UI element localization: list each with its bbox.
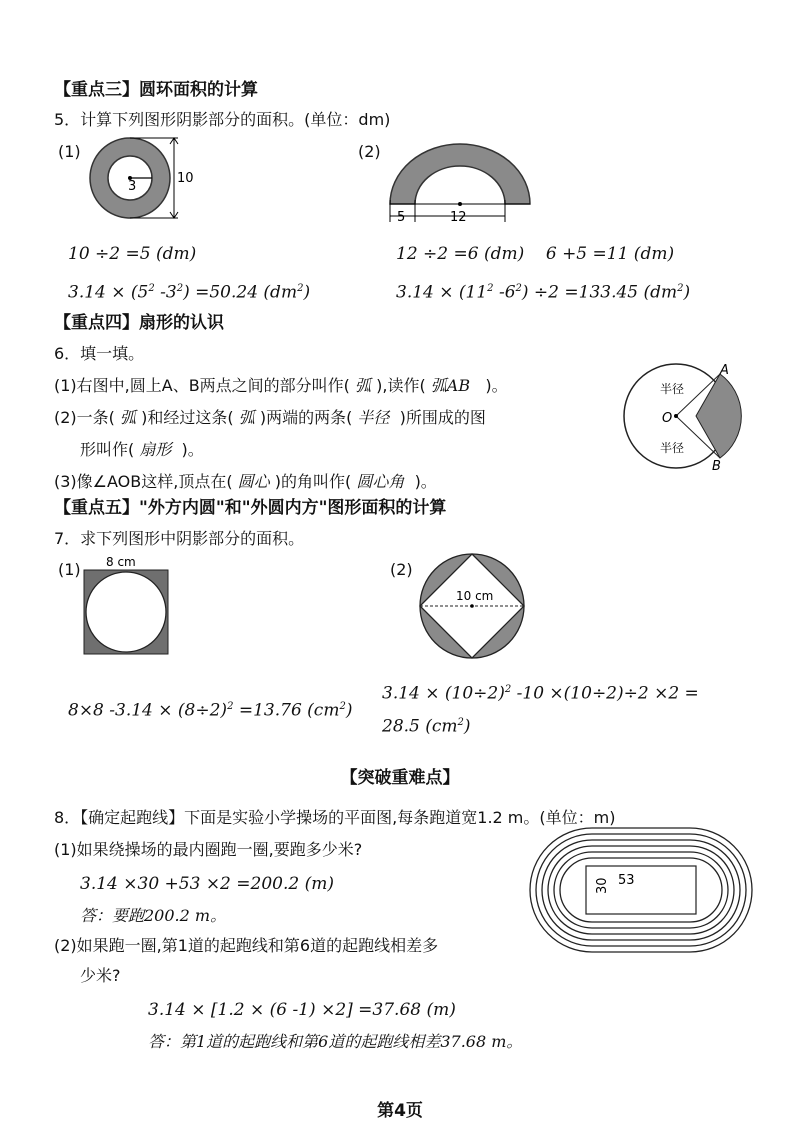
half-annulus-width: 5: [397, 210, 406, 225]
q8-2-question-line1: (2)如果跑一圈,第1道的起跑线和第6道的起跑线相差多: [54, 936, 439, 955]
q7-2-answer-line1: $3.14 \times (10\div 2)^2$ -10 ×(10÷2)÷2 ×2 =: [382, 683, 699, 704]
q6-line3: 形叫作( 扇形 )。: [80, 440, 204, 459]
q5-1-answer-line1: 10 ÷2 =5 (dm): [68, 244, 197, 264]
q5-fig2-label: (2): [358, 142, 381, 161]
q5-1-answer-line2: $3.14 \times (5^2$ $-3^2) =50.24$ $(dm^2)$: [68, 282, 311, 303]
q8-2-question-line2: 少米?: [80, 966, 121, 985]
question-5: 5．计算下列图形阴影部分的面积。(单位：dm): [54, 110, 391, 129]
page-number: 第4页: [377, 1101, 423, 1121]
square-outside-circle-figure: [84, 556, 174, 656]
section3-title: 【重点三】圆环面积的计算: [54, 80, 258, 100]
annulus-figure: [80, 134, 210, 224]
q8-1-answer: 3.14 ×30 +53 ×2 =200.2 (m): [80, 874, 334, 894]
q6-line2: (2)一条( 弧 )和经过这条( 弧 )两端的两条( 半径 )所围成的图: [54, 408, 486, 427]
q6-line1: (1)右图中,圆上A、B两点之间的部分叫作( 弧 ),读作( 弧AB )。: [54, 376, 508, 395]
track-width-label: 30: [595, 877, 610, 894]
q5-fig1-label: (1): [58, 142, 81, 161]
question-7: 7．求下列图形中阴影部分的面积。: [54, 529, 305, 548]
point-B-label: B: [712, 459, 721, 474]
breakthrough-title: 【突破重难点】: [340, 768, 460, 788]
half-annulus-radius: 12: [450, 210, 467, 225]
q7-2-answer-line2: 28.5 $(cm^2)$: [382, 716, 471, 737]
running-track-figure: [528, 826, 758, 956]
q8-1-question: (1)如果绕操场的最内圈跑一圈,要跑多少米?: [54, 840, 363, 859]
square-side-label: 8 cm: [106, 555, 136, 569]
q6-line4: (3)像∠AOB这样,顶点在( 圆心 )的角叫作( 圆心角 )。: [54, 472, 437, 491]
circle-outside-square-figure: [418, 552, 528, 662]
sector-circle-figure: [620, 360, 740, 480]
half-annulus-figure: [380, 138, 540, 228]
q7-1-answer: 8×8 $-3.14 \times (8\div 2)^2 =13.76$ $(cm^2)$: [68, 700, 353, 721]
section4-title: 【重点四】扇形的认识: [54, 313, 224, 333]
q7-fig1-label: (1): [58, 560, 81, 579]
radius-label-top: 半径: [660, 382, 685, 396]
q8-2-answer: 3.14 × [1.2 × (6 -1) ×2] =37.68 (m): [148, 1000, 456, 1020]
point-A-label: A: [720, 363, 729, 378]
track-length-label: 53: [618, 873, 635, 888]
diagonal-length-label: 10 cm: [456, 589, 494, 603]
annulus-outer-diameter: 10: [177, 171, 194, 186]
section5-title: 【重点五】"外方内圆"和"外圆内方"图形面积的计算: [54, 498, 447, 518]
q7-fig2-label: (2): [390, 560, 413, 579]
q8-2-reply: 答：第1道的起跑线和第6道的起跑线相差37.68 m。: [148, 1032, 523, 1051]
q5-2-answer-line2: $3.14 \times (11^2$ $-6^2) \div 2 =133.45$ $(dm^2)$: [396, 282, 691, 303]
radius-label-bottom: 半径: [660, 441, 685, 455]
center-O-label: O: [662, 411, 673, 426]
annulus-inner-radius: 3: [128, 179, 137, 194]
q8-1-reply: 答：要跑200.2 m。: [80, 906, 227, 925]
q5-2-answer-line1: 12 ÷2 =6 (dm) 6 +5 =11 (dm): [396, 244, 675, 264]
question-8: 8．【确定起跑线】下面是实验小学操场的平面图,每条跑道宽1.2 m。(单位：m): [54, 808, 616, 827]
question-6: 6．填一填。: [54, 344, 145, 363]
